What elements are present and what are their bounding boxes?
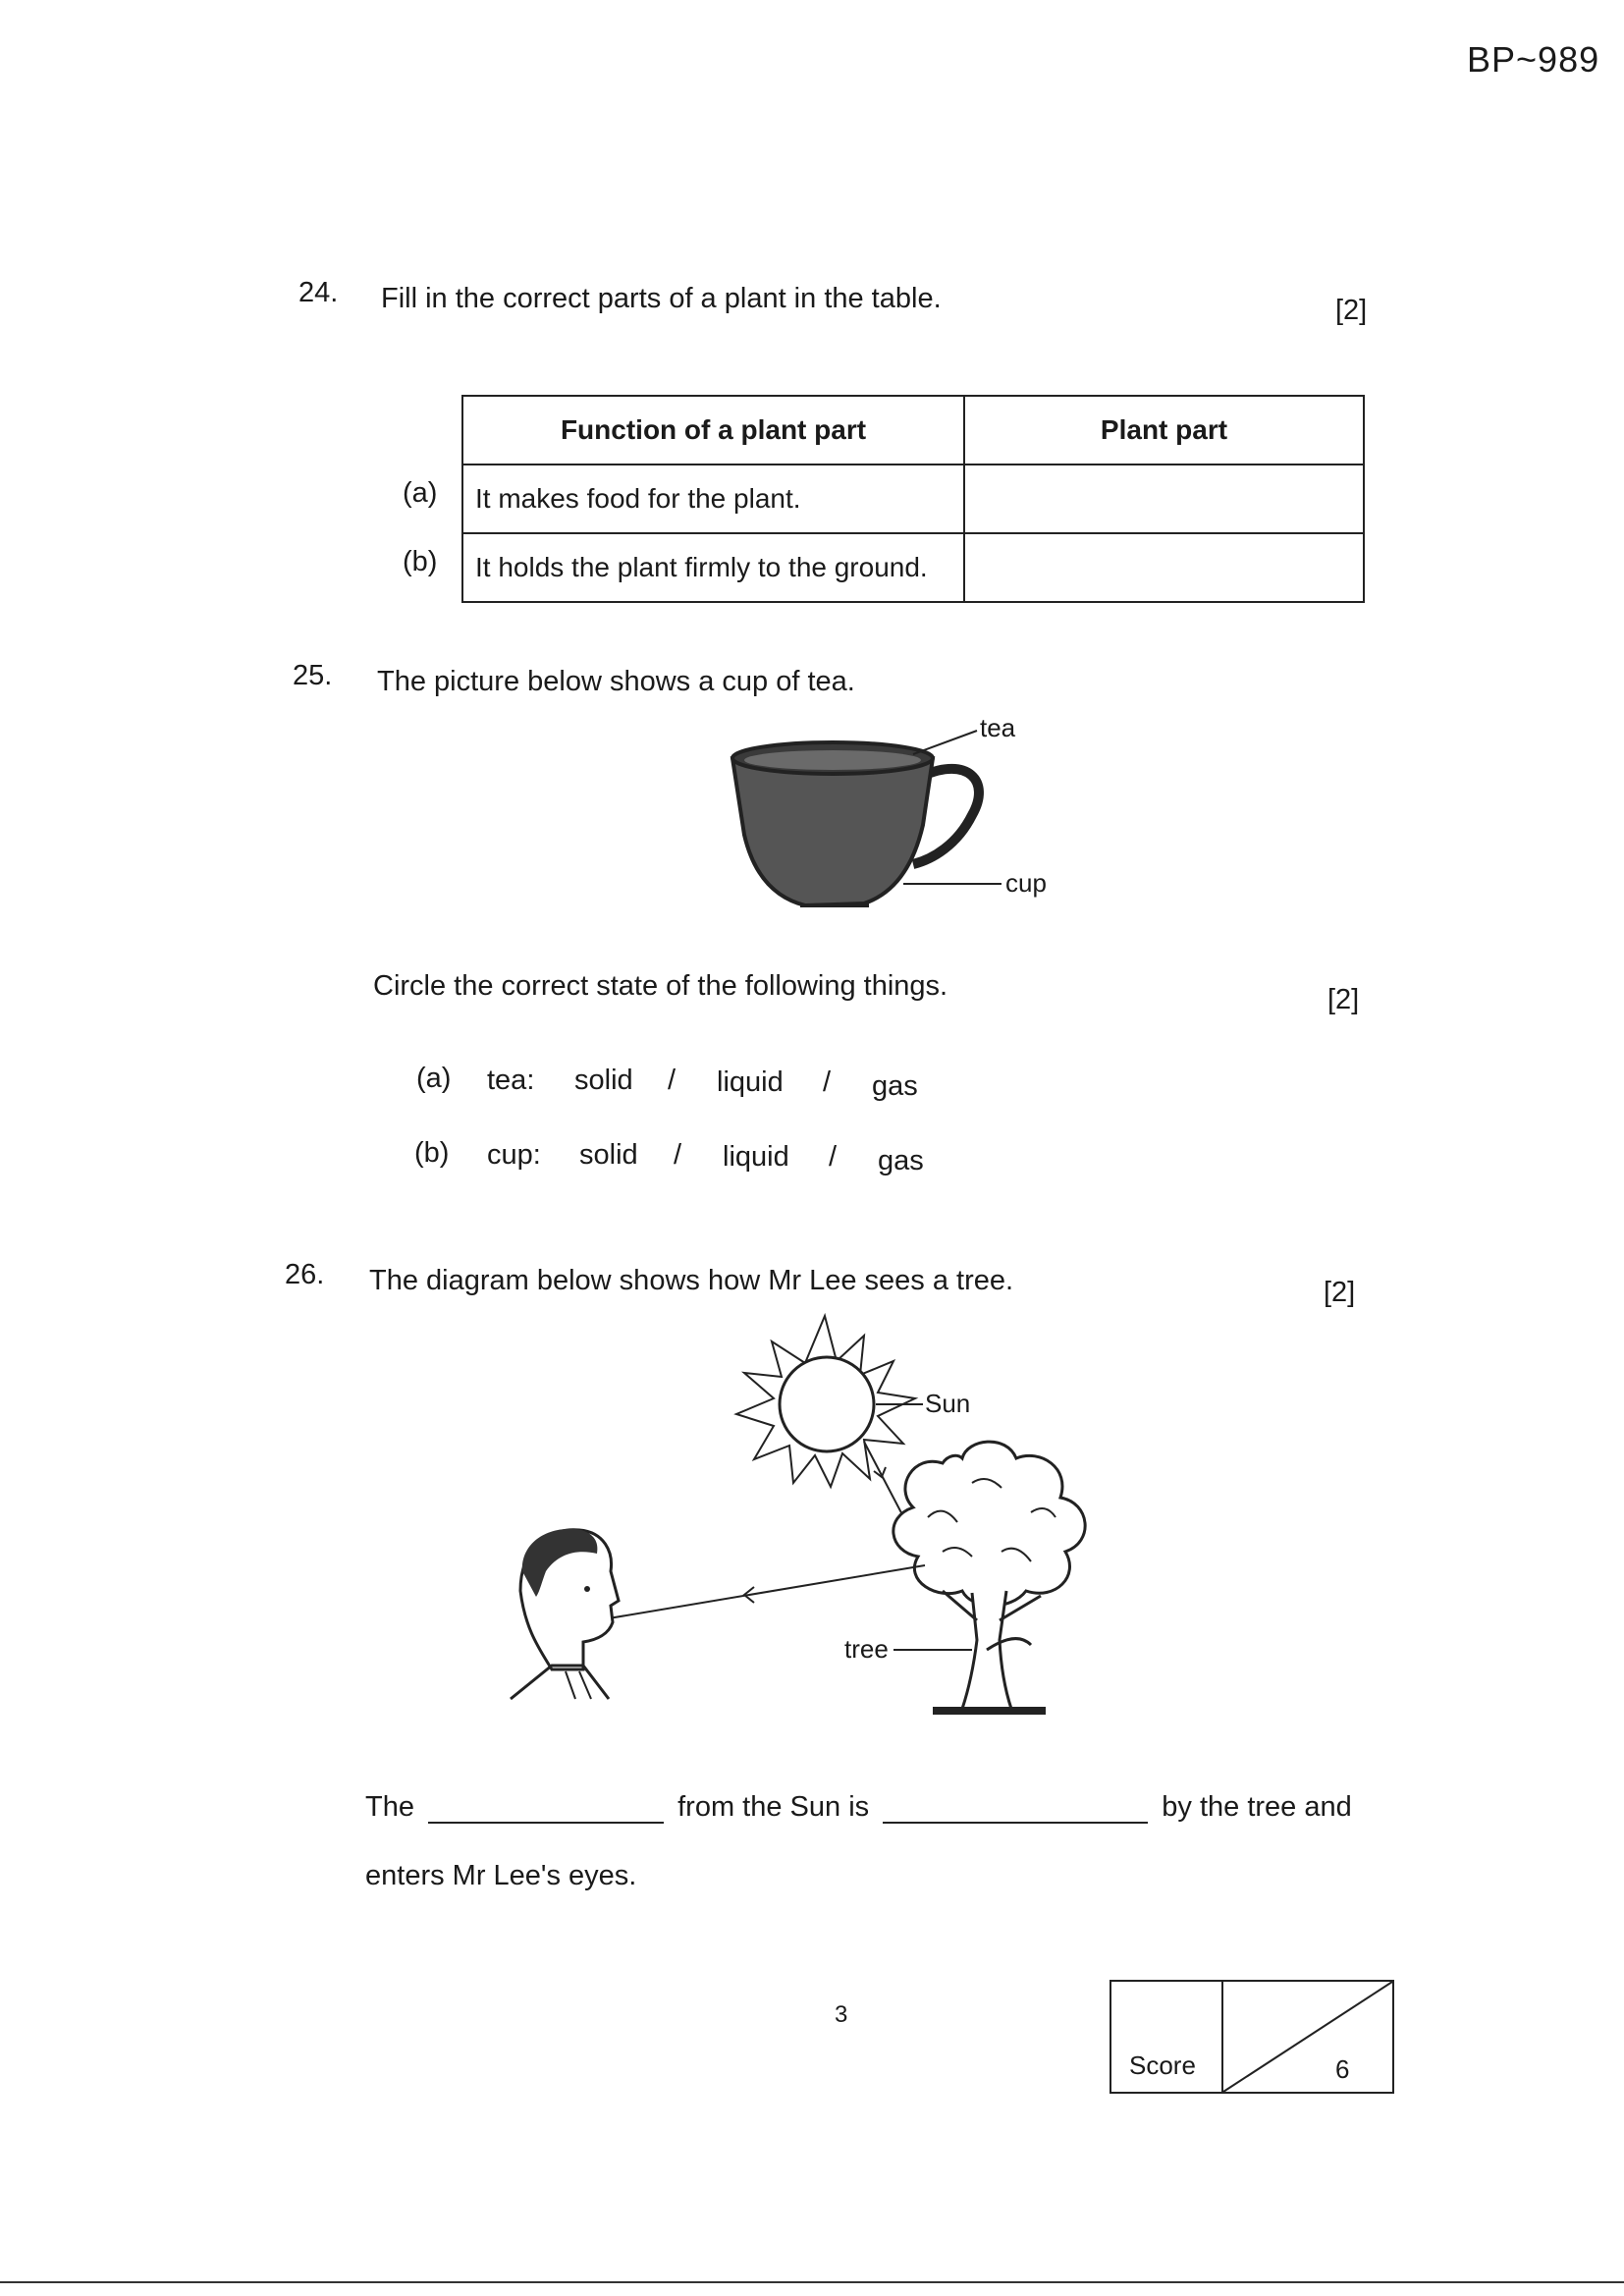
- q25-item-b-label: (b): [414, 1137, 450, 1169]
- paper-code: BP~989: [1467, 39, 1600, 80]
- tea-label: tea: [980, 713, 1016, 742]
- sentence-part-1: The: [365, 1791, 414, 1823]
- sentence-part-4: enters Mr Lee's eyes.: [365, 1860, 637, 1891]
- option-separator: /: [823, 1066, 832, 1098]
- option-separator: /: [829, 1141, 838, 1173]
- q24-row-a-label: (a): [403, 477, 438, 509]
- q25-text: The picture below shows a cup of tea.: [377, 666, 855, 697]
- tea-cup-picture: [687, 687, 1100, 933]
- q26-marks: [2]: [1324, 1277, 1356, 1308]
- q24-number: 24.: [298, 277, 339, 308]
- option-liquid[interactable]: liquid: [717, 1066, 784, 1098]
- plant-parts-table: [461, 395, 1365, 603]
- sentence-part-2: from the Sun is: [677, 1791, 870, 1823]
- answer-cell[interactable]: [964, 533, 1364, 602]
- q25-item-a-label: (a): [416, 1063, 452, 1094]
- q25-marks: [2]: [1327, 984, 1360, 1015]
- score-total: 6: [1335, 2054, 1350, 2084]
- option-gas[interactable]: gas: [878, 1145, 924, 1176]
- q25-item-b-name: cup:: [487, 1139, 541, 1171]
- q26-sentence-line1: [365, 1791, 1352, 1824]
- option-solid[interactable]: solid: [574, 1065, 633, 1096]
- sentence-part-3: by the tree and: [1162, 1791, 1352, 1823]
- answer-cell[interactable]: [964, 465, 1364, 533]
- q24-row-b-label: (b): [403, 546, 438, 577]
- light-diagram: [481, 1306, 1149, 1738]
- table-row: [462, 465, 1364, 533]
- table-header-function: Function of a plant part: [462, 396, 964, 465]
- sun-label: Sun: [925, 1389, 971, 1418]
- option-liquid[interactable]: liquid: [723, 1141, 789, 1173]
- bottom-rule: [0, 2281, 1624, 2283]
- page-number: 3: [835, 2001, 848, 2028]
- sun-icon: [736, 1316, 915, 1487]
- q25-number: 25.: [293, 660, 333, 691]
- table-cell-function: It holds the plant firmly to the ground.: [462, 533, 964, 602]
- q26-number: 26.: [285, 1259, 325, 1290]
- table-row: [462, 533, 1364, 602]
- option-solid[interactable]: solid: [579, 1139, 638, 1171]
- table-header-row: [462, 396, 1364, 465]
- q24-marks: [2]: [1335, 295, 1368, 326]
- tree-label: tree: [844, 1634, 889, 1664]
- option-gas[interactable]: gas: [872, 1070, 918, 1102]
- q25-item-a-name: tea:: [487, 1065, 535, 1096]
- option-separator: /: [674, 1139, 682, 1171]
- q26-text: The diagram below shows how Mr Lee sees a tree.: [369, 1265, 1014, 1296]
- q25-instruction: Circle the correct state of the following things.: [373, 970, 948, 1002]
- man-head-icon: [511, 1529, 619, 1699]
- cup-label: cup: [1005, 868, 1047, 898]
- score-label: Score: [1129, 2050, 1196, 2080]
- tree-icon: [893, 1442, 1085, 1715]
- option-separator: /: [668, 1065, 677, 1096]
- tea-leader-line: [913, 731, 977, 754]
- table-header-part: Plant part: [964, 396, 1364, 465]
- answer-blank-2[interactable]: [883, 1794, 1148, 1824]
- light-ray-reflected: [609, 1565, 925, 1618]
- score-box: [1110, 1980, 1394, 2094]
- answer-blank-1[interactable]: [428, 1794, 664, 1824]
- table-cell-function: It makes food for the plant.: [462, 465, 964, 533]
- q24-text: Fill in the correct parts of a plant in the table.: [381, 283, 942, 314]
